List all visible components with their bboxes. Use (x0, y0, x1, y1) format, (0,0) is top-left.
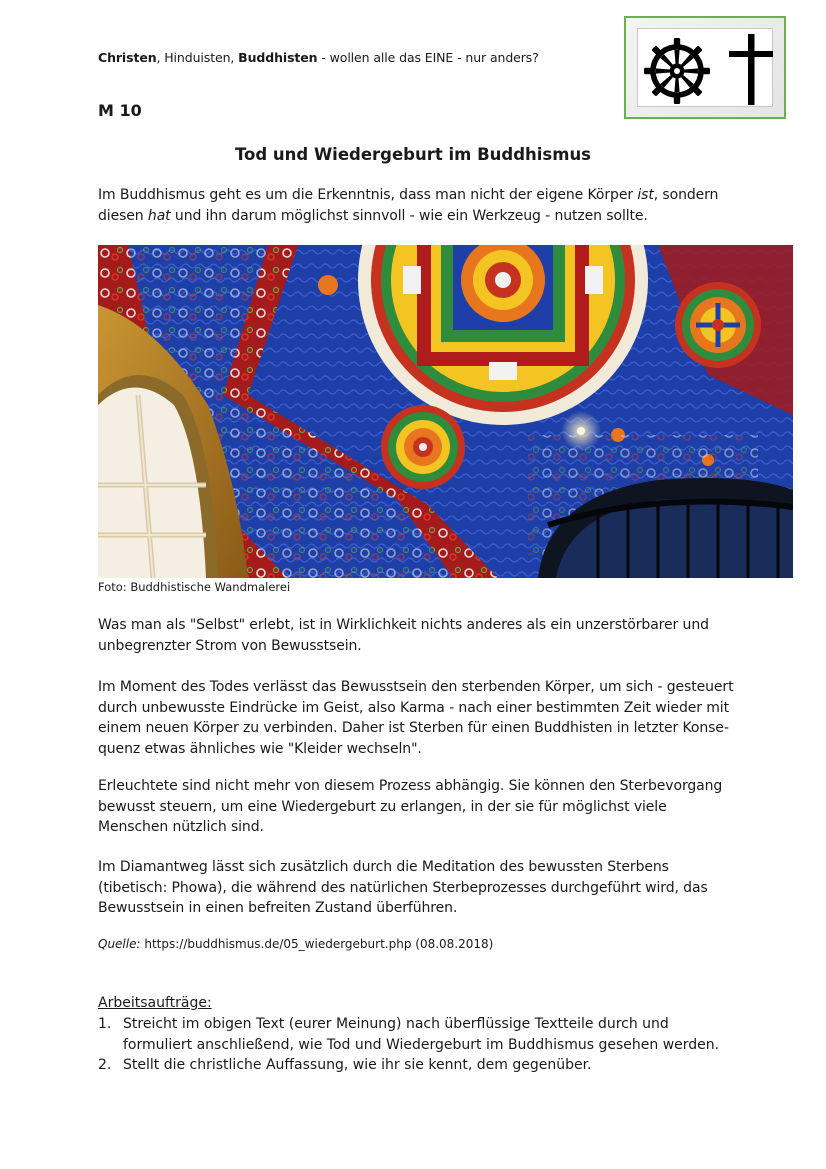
intro-text-3: und ihn darum möglichst sinnvoll - wie ein Werkzeug - nutzen sollte. (170, 207, 648, 224)
paragraph-selbst: Was man als "Selbst" erlebt, ist in Wirklichkeit nichts anderes als ein unzerstörbarer und unbegrenzter Strom von Bewusstsein. (98, 617, 709, 654)
task-number: 2. (98, 1057, 112, 1073)
source-url: https://buddhismus.de/05_wiedergeburt.php (08.08.2018) (140, 937, 494, 951)
sheet-label: M 10 (98, 101, 142, 120)
task-item (98, 1055, 738, 1076)
header-christen: Christen (98, 50, 157, 65)
task-number: 1. (98, 1016, 112, 1032)
worksheet-header (98, 50, 539, 65)
paragraph-tod: Im Moment des Todes verlässt das Bewusstsein den sterbenden Körper, um sich - gesteuert durch unbewusste Eindrücke im Geist, also Karma - nach einer bestimmten Zeit wieder mit einem neuen Körper zu verbinden. Daher ist Sterben für einen Buddhisten in letzter Konse-quenz etwas ähnliches wie "Kleider wechseln". (98, 679, 734, 757)
intro-emphasis-hat: hat (147, 207, 171, 224)
intro-text-2: , sondern diesen (98, 187, 719, 224)
source-label: Quelle: (98, 937, 141, 951)
header-hinduisten: , Hinduisten, (156, 50, 239, 65)
page-title: Tod und Wiedergeburt im Buddhismus (234, 145, 592, 164)
tasks-heading: Arbeitsaufträge: (98, 995, 212, 1011)
christian-cross-icon (729, 34, 773, 105)
intro-paragraph (98, 185, 738, 226)
paragraph-diamantweg: Im Diamantweg lässt sich zusätzlich durch die Meditation des bewussten Sterbens (tibetisch: Phowa), die während des natürlichen Sterbeprozesses durchgeführt wird, das Bewusstsein in einen befreiten Zustand überführen. (98, 859, 708, 916)
source-citation (98, 937, 493, 951)
religion-logo (624, 16, 786, 119)
dharma-wheel-icon (644, 38, 710, 104)
task-text: Streicht im obigen Text (eurer Meinung) nach überflüssige Textteile durch und formuliert anschließend, wie Tod und Wiedergeburt im Buddhismus gesehen werden. (123, 1016, 720, 1053)
header-question: - wollen alle das EINE - nur anders? (317, 50, 539, 65)
paragraph-erleuchtete: Erleuchtete sind nicht mehr von diesem Prozess abhängig. Sie können den Sterbevorgang bewusst steuern, um eine Wiedergeburt zu erlangen, in der sie für möglichst viele Menschen nützlich sind. (98, 778, 723, 835)
header-buddhisten: Buddhisten (238, 50, 318, 65)
tasks-list (98, 1014, 738, 1076)
logo-inner-frame (637, 28, 773, 107)
intro-text-1: Im Buddhismus geht es um die Erkenntnis, dass man nicht der eigene Körper (98, 187, 638, 203)
task-text: Stellt die christliche Auffassung, wie ihr sie kennt, dem gegenüber. (123, 1057, 592, 1073)
photo-caption: Foto: Buddhistische Wandmalerei (98, 580, 291, 594)
buddhist-mural-photo (98, 245, 793, 578)
intro-emphasis-ist: ist (637, 187, 654, 203)
task-item (98, 1014, 738, 1055)
